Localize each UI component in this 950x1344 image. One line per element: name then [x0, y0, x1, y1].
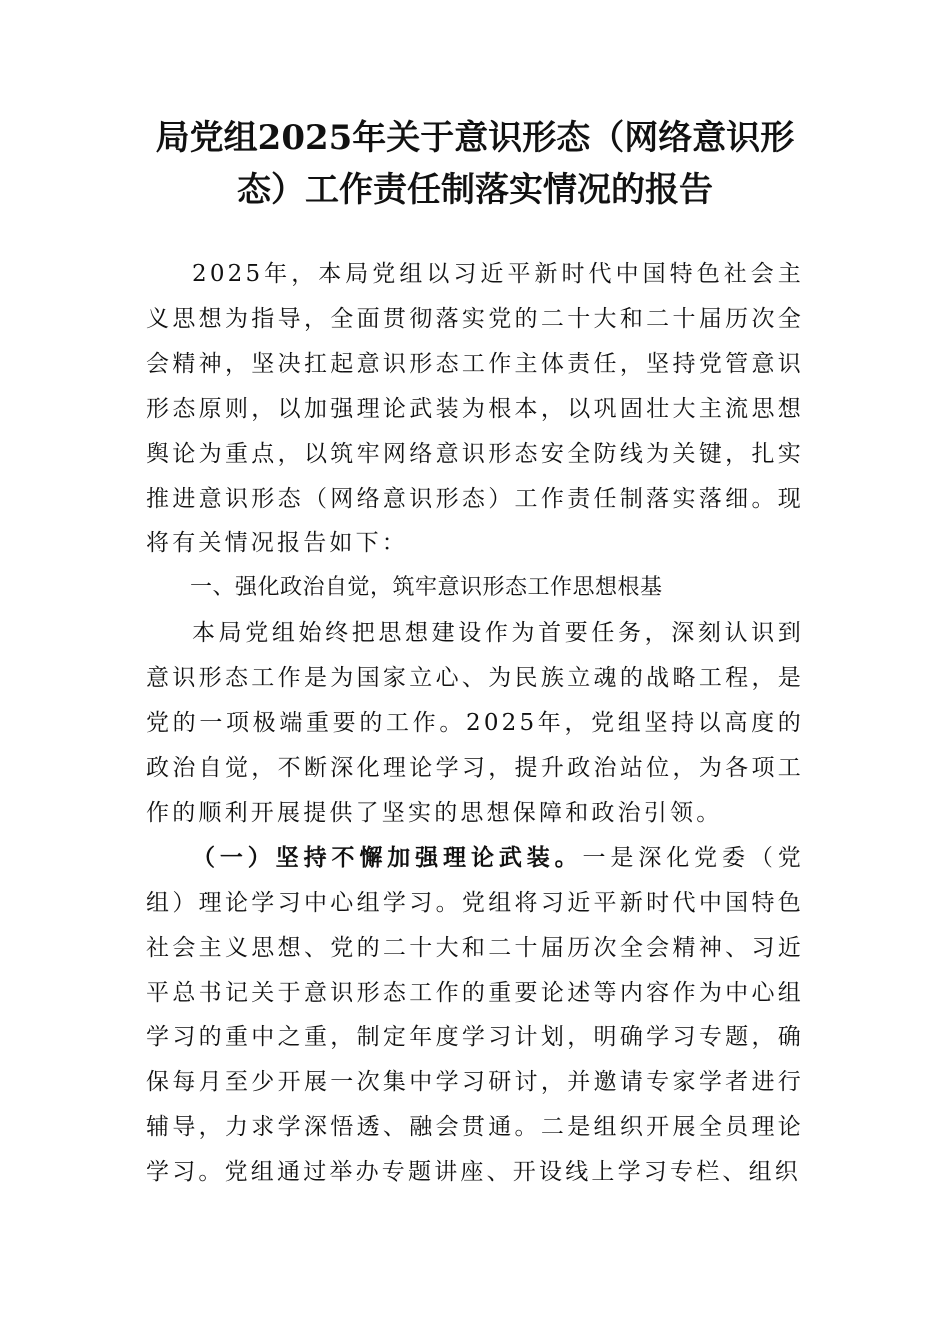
document-body	[146, 252, 804, 1195]
document-title: 局党组2025年关于意识形态（网络意识形态）工作责任制落实情况的报告	[155, 118, 795, 210]
subsection-text: 一是深化党委（党组）理论学习中心组学习。党组将习近平新时代中国特色社会主义思想、党的二十大和二十届历次全会精神、习近平总书记关于意识形态工作的重要论述等内容作为中心组学习的重中之重，制定年度学习计划，明确学习专题，确保每月至少开展一次集中学习研讨，并邀请专家学者进行辅导，力求学深悟透、融会贯通。二是组织开展全员理论学习。党组通过举办专题讲座、开设线上学习专栏、组织	[146, 844, 804, 1186]
section-heading: 一、强化政治自觉，筑牢意识形态工作思想根基	[190, 575, 663, 601]
subsection-paragraph	[146, 836, 804, 1195]
section-paragraph: 本局党组始终把思想建设作为首要任务，深刻认识到意识形态工作是为国家立心、为民族立魂的战略工程，是党的一项极端重要的工作。2025年，党组坚持以高度的政治自觉，不断深化理论学习，提升政治站位，为各项工作的顺利开展提供了坚实的思想保障和政治引领。	[146, 620, 804, 826]
intro-paragraph: 2025年，本局党组以习近平新时代中国特色社会主义思想为指导，全面贯彻落实党的二十大和二十届历次全会精神，坚决扛起意识形态工作主体责任，坚持党管意识形态原则，以加强理论武装为根本，以巩固壮大主流思想舆论为重点，以筑牢网络意识形态安全防线为关键，扎实推进意识形态（网络意识形态）工作责任制落实落细。现将有关情况报告如下：	[146, 261, 804, 557]
subsection-lead: （一）坚持不懈加强理论武装。	[192, 843, 583, 871]
